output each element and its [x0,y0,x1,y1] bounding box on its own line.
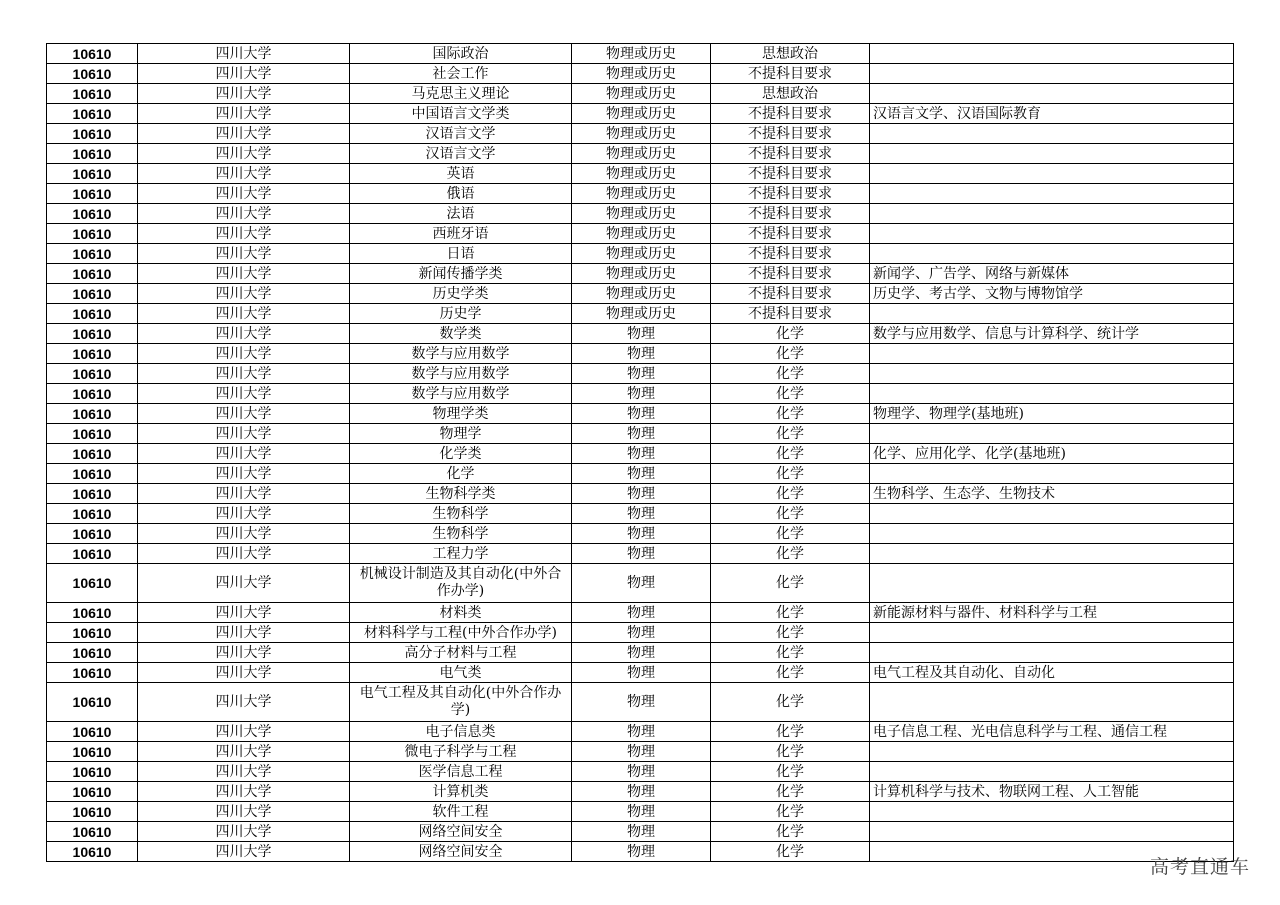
first-subject-cell: 物理或历史 [572,244,711,264]
school-name-cell: 四川大学 [138,284,350,304]
second-subject-cell: 思想政治 [711,84,870,104]
school-name-cell: 四川大学 [138,762,350,782]
table-row [47,284,1234,304]
school-name-cell: 四川大学 [138,822,350,842]
school-code-cell: 10610 [47,782,138,802]
first-subject-cell: 物理或历史 [572,204,711,224]
major-name-cell: 马克思主义理论 [350,84,572,104]
second-subject-cell: 化学 [711,742,870,762]
first-subject-cell: 物理 [572,603,711,623]
school-code-cell: 10610 [47,204,138,224]
school-code-cell: 10610 [47,324,138,344]
table-row [47,104,1234,124]
school-name-cell: 四川大学 [138,722,350,742]
included-majors-cell [870,384,1234,404]
included-majors-cell [870,564,1234,603]
school-name-cell: 四川大学 [138,224,350,244]
included-majors-cell [870,184,1234,204]
school-code-cell: 10610 [47,464,138,484]
included-majors-cell [870,623,1234,643]
second-subject-cell: 化学 [711,544,870,564]
included-majors-cell: 电子信息工程、光电信息科学与工程、通信工程 [870,722,1234,742]
school-code-cell: 10610 [47,762,138,782]
first-subject-cell: 物理或历史 [572,284,711,304]
major-name-cell: 英语 [350,164,572,184]
table-row [47,264,1234,284]
school-name-cell: 四川大学 [138,144,350,164]
school-code-cell: 10610 [47,244,138,264]
second-subject-cell: 化学 [711,484,870,504]
major-name-cell: 历史学 [350,304,572,324]
school-name-cell: 四川大学 [138,324,350,344]
second-subject-cell: 化学 [711,404,870,424]
table-row [47,404,1234,424]
school-name-cell: 四川大学 [138,504,350,524]
major-name-cell: 微电子科学与工程 [350,742,572,762]
second-subject-cell: 化学 [711,822,870,842]
first-subject-cell: 物理或历史 [572,44,711,64]
school-name-cell: 四川大学 [138,404,350,424]
included-majors-cell [870,364,1234,384]
second-subject-cell: 化学 [711,782,870,802]
table-row [47,524,1234,544]
first-subject-cell: 物理 [572,404,711,424]
school-code-cell: 10610 [47,603,138,623]
first-subject-cell: 物理 [572,544,711,564]
school-name-cell: 四川大学 [138,384,350,404]
included-majors-cell [870,124,1234,144]
major-name-cell: 电气工程及其自动化(中外合作办学) [350,683,572,722]
second-subject-cell: 不提科目要求 [711,164,870,184]
school-code-cell: 10610 [47,104,138,124]
school-code-cell: 10610 [47,564,138,603]
school-code-cell: 10610 [47,144,138,164]
table-row [47,663,1234,683]
school-name-cell: 四川大学 [138,643,350,663]
included-majors-cell [870,64,1234,84]
first-subject-cell: 物理 [572,384,711,404]
school-name-cell: 四川大学 [138,264,350,284]
first-subject-cell: 物理 [572,564,711,603]
school-name-cell: 四川大学 [138,544,350,564]
first-subject-cell: 物理 [572,643,711,663]
first-subject-cell: 物理 [572,464,711,484]
included-majors-cell [870,84,1234,104]
included-majors-cell [870,544,1234,564]
first-subject-cell: 物理 [572,683,711,722]
school-name-cell: 四川大学 [138,842,350,862]
first-subject-cell: 物理 [572,842,711,862]
school-code-cell: 10610 [47,683,138,722]
table-row [47,742,1234,762]
major-name-cell: 历史学类 [350,284,572,304]
school-code-cell: 10610 [47,623,138,643]
major-name-cell: 化学 [350,464,572,484]
school-name-cell: 四川大学 [138,424,350,444]
table-row [47,464,1234,484]
table-row [47,802,1234,822]
table-row [47,364,1234,384]
second-subject-cell: 化学 [711,663,870,683]
second-subject-cell: 化学 [711,444,870,464]
major-name-cell: 机械设计制造及其自动化(中外合作办学) [350,564,572,603]
second-subject-cell: 不提科目要求 [711,224,870,244]
first-subject-cell: 物理 [572,722,711,742]
first-subject-cell: 物理或历史 [572,184,711,204]
school-name-cell: 四川大学 [138,603,350,623]
table-row [47,164,1234,184]
school-code-cell: 10610 [47,264,138,284]
school-code-cell: 10610 [47,643,138,663]
second-subject-cell: 化学 [711,643,870,663]
school-code-cell: 10610 [47,524,138,544]
table-row [47,44,1234,64]
included-majors-cell [870,822,1234,842]
major-name-cell: 软件工程 [350,802,572,822]
second-subject-cell: 化学 [711,722,870,742]
first-subject-cell: 物理 [572,623,711,643]
school-code-cell: 10610 [47,64,138,84]
second-subject-cell: 化学 [711,504,870,524]
major-name-cell: 法语 [350,204,572,224]
first-subject-cell: 物理或历史 [572,84,711,104]
school-code-cell: 10610 [47,484,138,504]
second-subject-cell: 化学 [711,842,870,862]
school-name-cell: 四川大学 [138,364,350,384]
school-name-cell: 四川大学 [138,464,350,484]
second-subject-cell: 化学 [711,524,870,544]
included-majors-cell [870,802,1234,822]
second-subject-cell: 化学 [711,344,870,364]
second-subject-cell: 化学 [711,364,870,384]
second-subject-cell: 不提科目要求 [711,184,870,204]
second-subject-cell: 思想政治 [711,44,870,64]
school-name-cell: 四川大学 [138,742,350,762]
major-name-cell: 计算机类 [350,782,572,802]
major-name-cell: 生物科学 [350,524,572,544]
major-name-cell: 医学信息工程 [350,762,572,782]
school-name-cell: 四川大学 [138,204,350,224]
major-name-cell: 西班牙语 [350,224,572,244]
school-name-cell: 四川大学 [138,124,350,144]
table-row [47,643,1234,663]
table-row [47,782,1234,802]
first-subject-cell: 物理或历史 [572,104,711,124]
first-subject-cell: 物理 [572,524,711,544]
table-row [47,244,1234,264]
major-name-cell: 中国语言文学类 [350,104,572,124]
school-code-cell: 10610 [47,224,138,244]
included-majors-cell [870,742,1234,762]
major-name-cell: 电子信息类 [350,722,572,742]
first-subject-cell: 物理或历史 [572,304,711,324]
table-row [47,124,1234,144]
included-majors-cell [870,504,1234,524]
major-name-cell: 生物科学类 [350,484,572,504]
table-row [47,184,1234,204]
second-subject-cell: 化学 [711,762,870,782]
second-subject-cell: 化学 [711,802,870,822]
included-majors-cell [870,762,1234,782]
first-subject-cell: 物理 [572,364,711,384]
major-name-cell: 物理学类 [350,404,572,424]
included-majors-cell: 新闻学、广告学、网络与新媒体 [870,264,1234,284]
table-row [47,683,1234,722]
school-name-cell: 四川大学 [138,244,350,264]
included-majors-cell [870,224,1234,244]
second-subject-cell: 不提科目要求 [711,124,870,144]
school-code-cell: 10610 [47,304,138,324]
first-subject-cell: 物理 [572,822,711,842]
school-code-cell: 10610 [47,404,138,424]
school-code-cell: 10610 [47,44,138,64]
first-subject-cell: 物理 [572,484,711,504]
included-majors-cell [870,164,1234,184]
major-name-cell: 数学类 [350,324,572,344]
school-name-cell: 四川大学 [138,623,350,643]
second-subject-cell: 化学 [711,603,870,623]
major-name-cell: 国际政治 [350,44,572,64]
table-row [47,484,1234,504]
table-row [47,224,1234,244]
school-name-cell: 四川大学 [138,304,350,324]
first-subject-cell: 物理 [572,762,711,782]
included-majors-cell [870,524,1234,544]
major-name-cell: 高分子材料与工程 [350,643,572,663]
major-name-cell: 电气类 [350,663,572,683]
first-subject-cell: 物理 [572,424,711,444]
second-subject-cell: 不提科目要求 [711,144,870,164]
table-row [47,384,1234,404]
major-name-cell: 数学与应用数学 [350,344,572,364]
second-subject-cell: 化学 [711,424,870,444]
included-majors-cell [870,44,1234,64]
table-row [47,144,1234,164]
second-subject-cell: 化学 [711,564,870,603]
school-code-cell: 10610 [47,444,138,464]
table-row [47,444,1234,464]
major-name-cell: 俄语 [350,184,572,204]
major-name-cell: 社会工作 [350,64,572,84]
major-name-cell: 物理学 [350,424,572,444]
school-name-cell: 四川大学 [138,782,350,802]
school-name-cell: 四川大学 [138,683,350,722]
major-name-cell: 生物科学 [350,504,572,524]
school-code-cell: 10610 [47,344,138,364]
second-subject-cell: 化学 [711,683,870,722]
table-row [47,722,1234,742]
included-majors-cell [870,683,1234,722]
table-row [47,84,1234,104]
school-name-cell: 四川大学 [138,84,350,104]
first-subject-cell: 物理或历史 [572,224,711,244]
school-code-cell: 10610 [47,842,138,862]
included-majors-cell: 历史学、考古学、文物与博物馆学 [870,284,1234,304]
school-code-cell: 10610 [47,544,138,564]
table-row [47,564,1234,603]
school-name-cell: 四川大学 [138,104,350,124]
included-majors-cell: 电气工程及其自动化、自动化 [870,663,1234,683]
major-name-cell: 新闻传播学类 [350,264,572,284]
table-row [47,842,1234,862]
school-name-cell: 四川大学 [138,663,350,683]
included-majors-cell [870,244,1234,264]
school-code-cell: 10610 [47,84,138,104]
second-subject-cell: 不提科目要求 [711,64,870,84]
school-code-cell: 10610 [47,504,138,524]
table-row [47,822,1234,842]
school-code-cell: 10610 [47,722,138,742]
school-code-cell: 10610 [47,184,138,204]
included-majors-cell [870,344,1234,364]
major-name-cell: 数学与应用数学 [350,364,572,384]
table-row [47,424,1234,444]
admission-requirements-table [46,43,1234,862]
major-name-cell: 工程力学 [350,544,572,564]
included-majors-cell: 生物科学、生态学、生物技术 [870,484,1234,504]
major-name-cell: 化学类 [350,444,572,464]
school-name-cell: 四川大学 [138,484,350,504]
school-code-cell: 10610 [47,424,138,444]
school-code-cell: 10610 [47,822,138,842]
first-subject-cell: 物理 [572,782,711,802]
second-subject-cell: 化学 [711,324,870,344]
first-subject-cell: 物理 [572,504,711,524]
included-majors-cell: 数学与应用数学、信息与计算科学、统计学 [870,324,1234,344]
first-subject-cell: 物理或历史 [572,144,711,164]
school-code-cell: 10610 [47,164,138,184]
major-name-cell: 网络空间安全 [350,842,572,862]
second-subject-cell: 不提科目要求 [711,304,870,324]
table-row [47,344,1234,364]
school-code-cell: 10610 [47,364,138,384]
major-name-cell: 日语 [350,244,572,264]
table-body [47,44,1234,862]
school-code-cell: 10610 [47,124,138,144]
first-subject-cell: 物理 [572,663,711,683]
school-name-cell: 四川大学 [138,44,350,64]
school-name-cell: 四川大学 [138,802,350,822]
second-subject-cell: 化学 [711,384,870,404]
major-name-cell: 网络空间安全 [350,822,572,842]
table-row [47,304,1234,324]
school-code-cell: 10610 [47,663,138,683]
included-majors-cell [870,464,1234,484]
first-subject-cell: 物理或历史 [572,264,711,284]
first-subject-cell: 物理 [572,802,711,822]
table-row [47,504,1234,524]
table-row [47,623,1234,643]
included-majors-cell [870,643,1234,663]
table-row [47,204,1234,224]
first-subject-cell: 物理或历史 [572,64,711,84]
included-majors-cell: 计算机科学与技术、物联网工程、人工智能 [870,782,1234,802]
first-subject-cell: 物理 [572,742,711,762]
table-row [47,603,1234,623]
school-name-cell: 四川大学 [138,64,350,84]
included-majors-cell: 新能源材料与器件、材料科学与工程 [870,603,1234,623]
major-name-cell: 材料类 [350,603,572,623]
first-subject-cell: 物理或历史 [572,164,711,184]
first-subject-cell: 物理或历史 [572,124,711,144]
major-name-cell: 汉语言文学 [350,144,572,164]
school-name-cell: 四川大学 [138,524,350,544]
school-name-cell: 四川大学 [138,344,350,364]
included-majors-cell [870,304,1234,324]
second-subject-cell: 不提科目要求 [711,104,870,124]
major-name-cell: 材料科学与工程(中外合作办学) [350,623,572,643]
major-name-cell: 汉语言文学 [350,124,572,144]
second-subject-cell: 不提科目要求 [711,204,870,224]
watermark-text: 高考直通车 [1149,856,1250,878]
second-subject-cell: 不提科目要求 [711,284,870,304]
second-subject-cell: 化学 [711,623,870,643]
first-subject-cell: 物理 [572,444,711,464]
school-code-cell: 10610 [47,802,138,822]
table-row [47,324,1234,344]
second-subject-cell: 不提科目要求 [711,264,870,284]
included-majors-cell: 物理学、物理学(基地班) [870,404,1234,424]
included-majors-cell [870,424,1234,444]
table-row [47,544,1234,564]
school-code-cell: 10610 [47,384,138,404]
school-name-cell: 四川大学 [138,444,350,464]
table-row [47,762,1234,782]
second-subject-cell: 化学 [711,464,870,484]
school-name-cell: 四川大学 [138,164,350,184]
school-name-cell: 四川大学 [138,564,350,603]
second-subject-cell: 不提科目要求 [711,244,870,264]
included-majors-cell [870,204,1234,224]
included-majors-cell [870,144,1234,164]
major-name-cell: 数学与应用数学 [350,384,572,404]
school-name-cell: 四川大学 [138,184,350,204]
included-majors-cell: 化学、应用化学、化学(基地班) [870,444,1234,464]
school-code-cell: 10610 [47,284,138,304]
included-majors-cell: 汉语言文学、汉语国际教育 [870,104,1234,124]
school-code-cell: 10610 [47,742,138,762]
first-subject-cell: 物理 [572,344,711,364]
first-subject-cell: 物理 [572,324,711,344]
table-row [47,64,1234,84]
